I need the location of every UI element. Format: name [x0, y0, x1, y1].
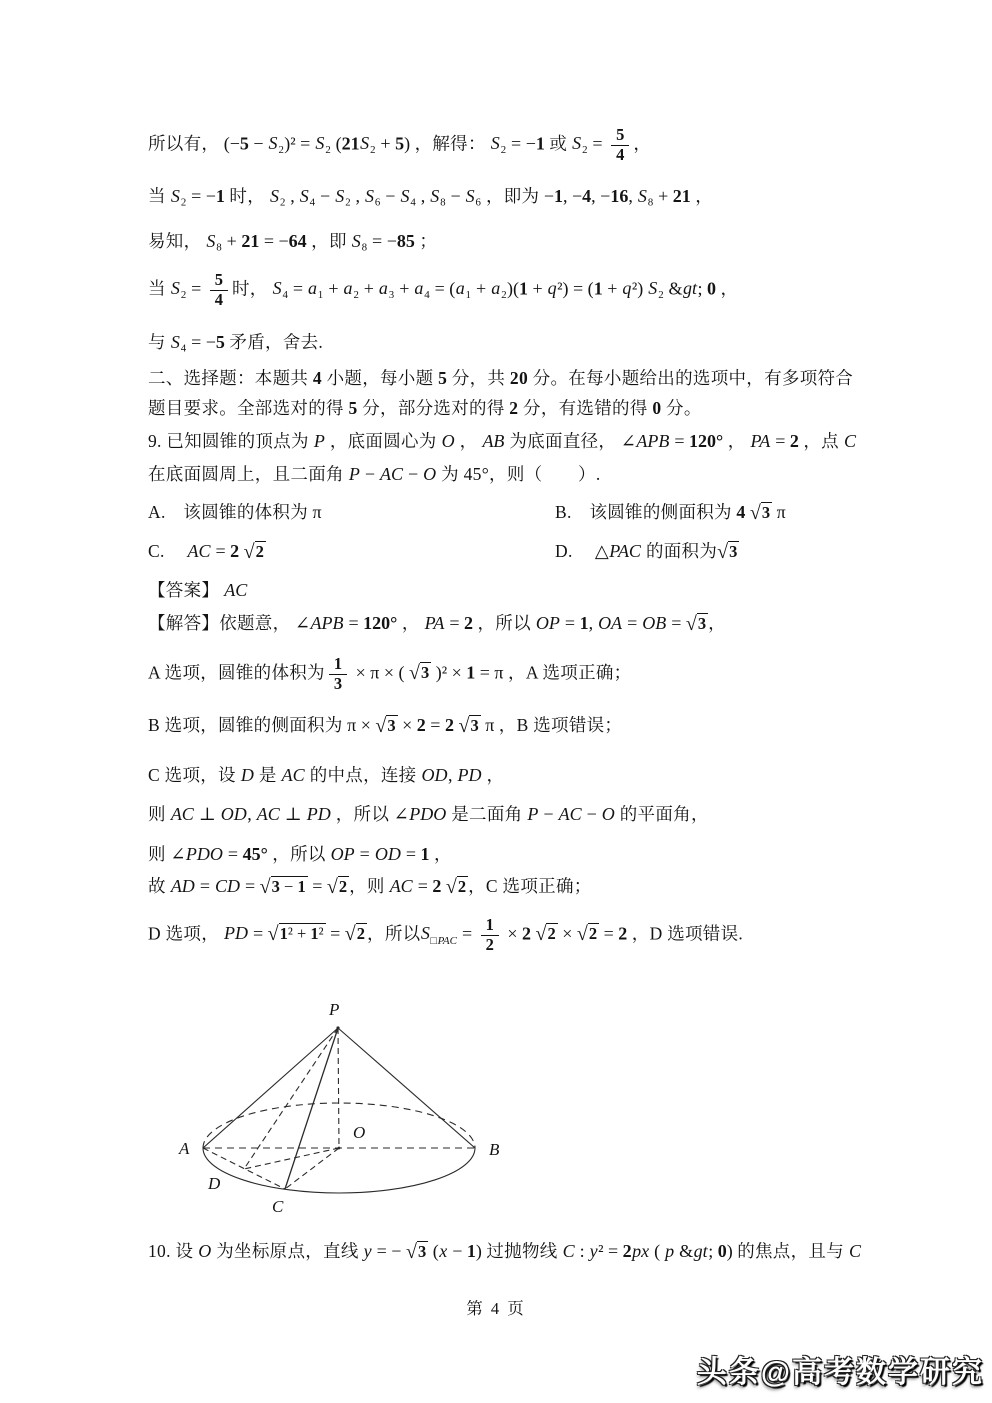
math-run: S₄ = −5: [170, 332, 225, 352]
text-run: ，点: [803, 431, 839, 451]
bold-number: 5: [438, 368, 448, 388]
math-run: S₈ + 21 = −64: [206, 231, 307, 251]
seq-solution-line-5: [148, 330, 908, 355]
math-run: =: [325, 923, 345, 944]
text-run: 在底面圆周上，且二面角: [148, 464, 344, 484]
page-number: 第 4 页: [466, 1299, 526, 1318]
fraction-denominator: 2: [485, 934, 494, 954]
base-ellipse-front-arc: [203, 1148, 475, 1193]
segment-OD: [244, 1148, 339, 1169]
options-row-cd-right: [555, 538, 739, 566]
text-run: 分，共: [447, 368, 510, 388]
text-run: 小题，每小题: [321, 368, 439, 388]
bold-number: 4: [312, 368, 322, 388]
explain-option-c-4: [148, 873, 908, 901]
text-run: ，: [633, 133, 652, 154]
radical-sign: √: [243, 541, 255, 563]
text-run: 为底面直径，: [509, 431, 617, 451]
math-run: (x − 1): [428, 1241, 487, 1261]
square-root: [345, 920, 367, 948]
text-run: ，则: [349, 876, 385, 896]
text-run: ，: [727, 431, 746, 451]
text-run: ，: [708, 613, 726, 633]
text-run: D.: [555, 541, 591, 561]
math-run: OD, PD: [421, 765, 482, 785]
radical-sign: √: [717, 541, 729, 563]
question-9-line-1: [148, 429, 908, 454]
text-run: 时，: [232, 278, 268, 299]
text-run: 是: [258, 765, 277, 785]
math-run: P − AC − O: [527, 804, 615, 824]
symbol-subscript: □PAC: [430, 935, 457, 948]
text-run: 的平面角，: [619, 804, 709, 824]
math-run: P: [313, 431, 325, 451]
section-header-line-1: [148, 366, 908, 391]
math-run: × 2 = 2: [397, 715, 454, 735]
math-run: AB: [482, 431, 505, 451]
seq-solution-line-4: [148, 271, 908, 310]
text-run: 与: [148, 332, 166, 352]
text-run: 二、选择题：本题共: [148, 368, 313, 388]
text-run: ，即为: [485, 186, 540, 206]
math-run: C : y² = 2px ( p &gt; 0): [562, 1241, 738, 1261]
explain-option-a: [148, 655, 908, 694]
math-run: P − AC − O: [348, 464, 437, 484]
bold-number: 2: [509, 398, 519, 418]
math-run: = 2: [599, 923, 628, 944]
explain-option-c-3: [148, 842, 908, 867]
fraction: [329, 655, 347, 694]
radicand: 3: [470, 716, 479, 735]
math-run: O: [441, 431, 455, 451]
text-run: 则: [148, 804, 166, 824]
math-run: −1, −4, −16, S₈ + 21: [539, 186, 691, 206]
radicand: 1² + 1²: [279, 924, 324, 944]
text-run: ，A 选项正确；: [508, 662, 632, 683]
math-run: ×: [557, 923, 577, 944]
fraction: [611, 126, 629, 165]
text-run: B 选项，圆锥的侧面积为: [148, 715, 343, 735]
math-run: =: [457, 923, 477, 944]
text-run: 当: [148, 186, 166, 206]
options-row-cd: [148, 538, 908, 566]
math-run: S₂ , S₄ − S₂ , S₆ − S₄ , S₈ − S₆: [270, 186, 486, 206]
radicand: 2: [255, 542, 264, 561]
watermark-text: 头条@高考数学研究: [696, 1356, 984, 1389]
math-run: OP = 1, OA = OB =: [535, 613, 686, 633]
math-run: ∠APB = 120°: [290, 613, 398, 633]
text-run: 分。在每小题给出的选项中，有多项符合: [528, 368, 854, 388]
text-run: 的面积为: [645, 541, 718, 561]
text-run: ，解得：: [414, 133, 486, 154]
math-run: ∠PDO = 45°: [165, 844, 268, 864]
text-run: 则: [148, 844, 166, 864]
text-run: ，: [720, 278, 739, 299]
radicand: 3: [420, 663, 430, 683]
text-run: ，所以: [367, 923, 421, 944]
math-run: S₄ = a₁ + a₂ + a₃ + a₄ = (a₁ + a₂)(1 + q²) = (1 + q²) S₂ &gt; 0: [272, 278, 717, 299]
question-9-line-2: [148, 462, 908, 487]
square-root: [717, 538, 739, 566]
math-run: (−5 − S₂)² = S₂ (21S₂ + 5): [219, 133, 415, 154]
label-D: D: [208, 1174, 221, 1193]
text-run: 所以有，: [148, 133, 220, 154]
square-root: [686, 610, 708, 638]
radical-sign: √: [685, 613, 697, 635]
text-run: A. 该圆锥的体积为: [148, 502, 309, 523]
fraction-numerator: 1: [481, 916, 499, 936]
text-run: 分，部分选对的得: [357, 398, 510, 418]
text-run: 分，有选错的得: [518, 398, 653, 418]
math-run: S₂ = −1: [490, 133, 545, 154]
math-run: S₂ =: [572, 133, 608, 154]
options-row-ab-right: [555, 499, 786, 527]
options-row-cd-left: [148, 538, 555, 566]
radicand: 2: [547, 924, 556, 944]
square-root: [260, 873, 308, 901]
text-run: 的焦点，且与: [737, 1241, 845, 1261]
apex-point: [336, 1026, 339, 1029]
text-run: 题目要求。全部选对的得: [148, 398, 349, 418]
fraction-denominator: 4: [214, 289, 223, 309]
text-run: 【解答】依题意，: [148, 613, 291, 633]
math-run: △PAC: [590, 541, 641, 561]
radicand: 2: [338, 877, 348, 896]
math-run: S₈ = −85: [351, 231, 415, 251]
text-run: B. 该圆锥的侧面积为: [555, 502, 732, 522]
text-run: ，: [401, 613, 420, 633]
math-run: C: [843, 431, 856, 451]
math-run: C: [849, 1241, 862, 1261]
math-run: PA = 2: [424, 613, 473, 633]
math-run: AC ⊥ OD, AC ⊥ PD: [170, 804, 331, 824]
fraction-numerator: 5: [611, 126, 629, 146]
text-run: ，所以: [477, 613, 531, 633]
math-run: PA = 2: [750, 431, 799, 451]
math-run: S₂ =: [170, 278, 206, 299]
square-root: [577, 920, 599, 948]
question-10-line-1: [148, 1238, 908, 1266]
explain-option-d: [148, 916, 908, 955]
radical-sign: √: [445, 876, 457, 898]
text-run: 9. 已知圆锥的顶点为: [148, 431, 309, 451]
text-run: ，: [695, 186, 714, 206]
square-root: [327, 873, 349, 901]
text-run: D 选项，: [148, 923, 220, 944]
text-run: ，即: [311, 231, 347, 251]
label-A: A: [179, 1139, 190, 1158]
text-run: C 选项，设: [148, 765, 236, 785]
text-run: 10. 设: [148, 1241, 194, 1261]
explain-option-c-1: [148, 763, 908, 788]
radicand: 2: [356, 924, 366, 944]
bold-number: 20: [509, 368, 529, 388]
explain-option-b: [148, 712, 908, 740]
radicand: 2: [588, 924, 598, 944]
square-root: [268, 920, 326, 948]
fraction-numerator: 1: [329, 655, 347, 675]
fraction-denominator: 4: [616, 144, 625, 164]
radicand: 3: [417, 1242, 427, 1261]
text-run: 时，: [229, 186, 265, 206]
cone-figure: [150, 993, 550, 1228]
radicand: 3: [387, 716, 396, 735]
radicand: 3: [697, 614, 707, 633]
square-root: [406, 1238, 428, 1266]
radical-sign: √: [409, 662, 420, 685]
segment-OC: [285, 1148, 339, 1189]
radical-sign: √: [259, 876, 271, 898]
math-run: =: [307, 876, 327, 896]
fraction: [210, 271, 228, 310]
math-run: π: [308, 502, 322, 523]
text-run: A 选项，圆锥的体积为: [148, 662, 325, 683]
options-row-ab-left: [148, 500, 555, 525]
text-run: ，: [459, 431, 478, 451]
text-run: 是二面角: [451, 804, 523, 824]
text-run: ，底面圆心为: [329, 431, 437, 451]
text-run: ，B 选项错误；: [498, 715, 623, 735]
math-run: D: [240, 765, 254, 785]
seq-solution-line-1: [148, 126, 908, 165]
text-run: 当: [148, 278, 166, 299]
math-run: ∠PDO: [389, 804, 447, 824]
square-root: [409, 659, 431, 687]
radical-sign: √: [267, 923, 279, 946]
math-run: )² × 1 = π: [431, 662, 509, 683]
center-point: [338, 1147, 341, 1150]
cone-figure-svg: [150, 993, 550, 1228]
math-run: × π × (: [351, 662, 409, 683]
radicand: 3 − 1: [271, 877, 306, 896]
label-B: B: [489, 1140, 500, 1159]
square-root: [458, 712, 480, 740]
math-run: π ×: [342, 715, 376, 735]
text-run: ，D 选项错误.: [631, 923, 744, 944]
text-run: ，: [433, 844, 452, 864]
fraction-numerator: 5: [210, 271, 228, 291]
text-run: ，所以: [272, 844, 326, 864]
seq-solution-line-2: [148, 184, 908, 209]
math-run: O: [198, 1241, 212, 1261]
radical-sign: √: [375, 715, 387, 737]
radical-sign: √: [405, 1241, 417, 1263]
math-run: × 2: [502, 923, 531, 944]
explain-option-c-2: [148, 802, 908, 827]
radical-sign: √: [535, 923, 547, 946]
label-O: O: [353, 1123, 366, 1142]
fraction: [481, 916, 499, 955]
text-run: 过抛物线: [486, 1241, 558, 1261]
text-run: 故: [148, 876, 166, 896]
math-run: AC: [224, 580, 248, 600]
math-run: π: [772, 502, 786, 522]
text-run: 矛盾，舍去.: [229, 332, 324, 352]
text-run: ，所以: [335, 804, 390, 824]
square-root: [750, 499, 772, 527]
square-root: [536, 920, 558, 948]
text-run: ；: [419, 231, 438, 251]
radical-sign: √: [458, 715, 470, 737]
label-P: P: [329, 1000, 340, 1019]
section-header-line-2: [148, 396, 908, 421]
text-run: 或: [549, 133, 568, 154]
text-run: ，: [486, 765, 505, 785]
radical-sign: √: [576, 923, 588, 946]
math-run: ∠APB = 120°: [616, 431, 724, 451]
square-root: [375, 712, 397, 740]
text-run: 易知，: [148, 231, 202, 251]
text-run: 为坐标原点，直线: [216, 1241, 359, 1261]
radicand: 3: [729, 542, 738, 561]
square-root: [244, 538, 266, 566]
math-run: OP = OD = 1: [330, 844, 430, 864]
radical-sign: √: [326, 876, 338, 898]
text-run: C.: [148, 541, 183, 561]
math-run: AD = CD =: [170, 876, 260, 896]
math-run: PD =: [224, 923, 268, 944]
fraction-denominator: 3: [333, 673, 343, 693]
text-run: 【答案】: [148, 580, 220, 600]
radicand: 2: [457, 877, 467, 896]
radicand: 3: [761, 503, 771, 522]
label-C: C: [272, 1197, 284, 1216]
text-run: 的中点，连接: [309, 765, 417, 785]
radical-sign: √: [344, 923, 356, 946]
text-run: 分。: [661, 398, 702, 418]
explain-line-1: [148, 610, 908, 638]
text-run: ，C 选项正确；: [468, 876, 592, 896]
bold-number: 0: [652, 398, 662, 418]
math-run: AC = 2: [389, 876, 442, 896]
math-run: AC = 2: [187, 541, 240, 561]
bold-number: 5: [348, 398, 358, 418]
subscripted-symbol: $S_{□PAC}$: [420, 923, 457, 948]
square-root: [446, 873, 468, 901]
math-run: π: [480, 715, 499, 735]
math-run: S₂ = −1: [170, 186, 225, 206]
axis-PO: [338, 1028, 339, 1148]
answer-line: [148, 578, 908, 603]
options-row-ab: [148, 499, 908, 527]
seq-solution-line-3: [148, 229, 908, 254]
math-run: 4: [736, 502, 746, 522]
radical-sign: √: [749, 502, 761, 524]
text-run: 为 45°，则（ ）.: [441, 464, 601, 484]
math-run: y = −: [363, 1241, 406, 1261]
math-run: AC: [281, 765, 305, 785]
